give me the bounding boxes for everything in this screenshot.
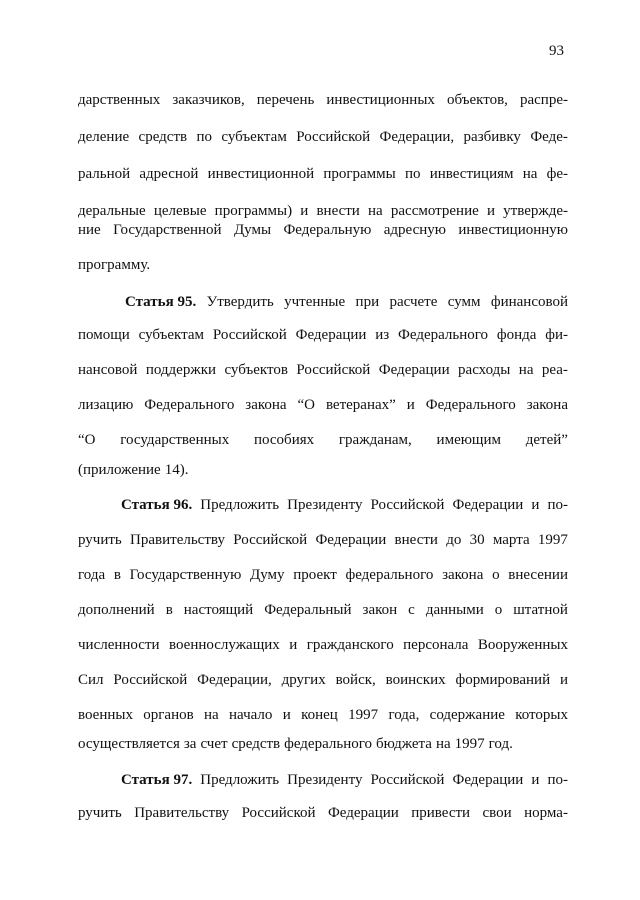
word: финансовой bbox=[490, 294, 568, 310]
word: и bbox=[559, 672, 568, 688]
word: Утвердить bbox=[206, 294, 274, 310]
word: ветеранах” bbox=[325, 397, 396, 413]
word: год. bbox=[488, 736, 513, 752]
word: на bbox=[518, 362, 534, 378]
text-line bbox=[78, 600, 568, 620]
word: программу. bbox=[78, 257, 151, 273]
word: и bbox=[531, 497, 540, 513]
word: Федерального bbox=[425, 397, 516, 413]
word: о bbox=[494, 602, 503, 618]
text-line bbox=[78, 360, 568, 380]
word: закона bbox=[526, 397, 568, 413]
word: лизацию bbox=[78, 397, 134, 413]
word: воинских bbox=[385, 672, 446, 688]
word: и bbox=[289, 637, 298, 653]
word: закон bbox=[362, 602, 398, 618]
word: Российской bbox=[296, 362, 371, 378]
word: утвержде- bbox=[503, 203, 568, 219]
word: Федеральную bbox=[283, 222, 372, 238]
word: адресную bbox=[383, 222, 446, 238]
word: на bbox=[522, 166, 538, 182]
text-line bbox=[121, 495, 568, 515]
word: поддержки bbox=[145, 362, 217, 378]
word: начало bbox=[229, 707, 273, 723]
word: в bbox=[165, 602, 173, 618]
word: Президенту bbox=[287, 497, 363, 513]
text-line bbox=[78, 127, 568, 147]
word: распре- bbox=[519, 92, 568, 108]
word: бюджета bbox=[376, 736, 432, 752]
word: Федерации bbox=[327, 805, 399, 821]
word: фи- bbox=[545, 327, 568, 343]
word: программы bbox=[323, 166, 396, 182]
word: государственных bbox=[120, 432, 230, 448]
word: счет bbox=[200, 736, 228, 752]
word: 30 bbox=[469, 532, 485, 548]
word: Вооруженных bbox=[477, 637, 568, 653]
word: настоящий bbox=[183, 602, 254, 618]
word: дополнений bbox=[78, 602, 155, 618]
word: персонала bbox=[403, 637, 469, 653]
word: деральные bbox=[78, 203, 146, 219]
text-line bbox=[78, 734, 568, 754]
word: Федеральный bbox=[264, 602, 352, 618]
text-line bbox=[78, 325, 568, 345]
word: пособиях bbox=[254, 432, 315, 448]
word: данными bbox=[425, 602, 484, 618]
text-line bbox=[78, 635, 568, 655]
word: средств bbox=[231, 736, 281, 752]
word: ручить bbox=[78, 805, 122, 821]
word: численности bbox=[78, 637, 160, 653]
text-line bbox=[78, 803, 568, 823]
word: Президенту bbox=[287, 772, 363, 788]
word: осуществляется bbox=[78, 736, 180, 752]
word: учтенные bbox=[284, 294, 346, 310]
word: Думу bbox=[250, 567, 285, 583]
word: ральной bbox=[78, 166, 131, 182]
word: целевые bbox=[153, 203, 207, 219]
text-line bbox=[125, 292, 568, 312]
word: Сил bbox=[78, 672, 104, 688]
text-line bbox=[78, 255, 568, 275]
word: привести bbox=[411, 805, 471, 821]
word: на bbox=[368, 203, 383, 219]
word: расчете bbox=[389, 294, 438, 310]
word: из bbox=[375, 327, 390, 343]
word: закона bbox=[442, 567, 484, 583]
word: на bbox=[204, 707, 219, 723]
word: Федерации bbox=[315, 532, 387, 548]
word: имеющим bbox=[436, 432, 501, 448]
word: Федерального bbox=[398, 327, 489, 343]
word: перечень bbox=[256, 92, 315, 108]
word: о bbox=[492, 567, 500, 583]
word: военных bbox=[78, 707, 133, 723]
word: субъектам bbox=[221, 129, 287, 145]
word: и bbox=[531, 772, 540, 788]
word: марта bbox=[492, 532, 530, 548]
word: года, bbox=[388, 707, 420, 723]
text-line bbox=[78, 90, 568, 110]
word: инвестиционную bbox=[458, 222, 568, 238]
word: федерального bbox=[345, 567, 434, 583]
word: Российской bbox=[241, 805, 316, 821]
word: реа- bbox=[541, 362, 568, 378]
word: с bbox=[408, 602, 415, 618]
text-line bbox=[78, 164, 568, 184]
word: органов bbox=[143, 707, 194, 723]
word: субъектов bbox=[224, 362, 288, 378]
word: субъектам bbox=[138, 327, 205, 343]
word: инвестициям bbox=[429, 166, 514, 182]
word: военнослужащих bbox=[169, 637, 280, 653]
word: (приложение bbox=[78, 462, 161, 478]
text-line bbox=[78, 395, 568, 415]
word: норма- bbox=[524, 805, 568, 821]
word: “О bbox=[78, 432, 96, 448]
word: по bbox=[196, 129, 213, 145]
word: фе- bbox=[546, 166, 568, 182]
word: разбивку bbox=[463, 129, 521, 145]
word: Правительству bbox=[134, 805, 230, 821]
word: при bbox=[355, 294, 380, 310]
word: Российской bbox=[233, 532, 308, 548]
word: по- bbox=[547, 772, 568, 788]
word: внести bbox=[316, 203, 360, 219]
word: фонда bbox=[496, 327, 537, 343]
article-heading: Статья 97. bbox=[121, 772, 193, 788]
word: содержание bbox=[429, 707, 505, 723]
page-number: 93 bbox=[549, 43, 564, 59]
word: в bbox=[113, 567, 121, 583]
word: других bbox=[281, 672, 326, 688]
word: Российской bbox=[113, 672, 188, 688]
word: до bbox=[446, 532, 462, 548]
word: 14). bbox=[164, 462, 189, 478]
word: федерального bbox=[284, 736, 373, 752]
word: средств bbox=[138, 129, 188, 145]
text-line bbox=[78, 220, 568, 240]
word: за bbox=[183, 736, 197, 752]
word: и bbox=[282, 707, 291, 723]
text-line bbox=[78, 530, 568, 550]
word: программы) bbox=[214, 203, 293, 219]
article-heading: Статья 95. bbox=[125, 294, 197, 310]
word: Российской bbox=[296, 129, 371, 145]
word: ручить bbox=[78, 532, 122, 548]
word: Государственной bbox=[113, 222, 222, 238]
word: конец bbox=[301, 707, 338, 723]
word: Правительству bbox=[130, 532, 225, 548]
text-line bbox=[78, 565, 568, 585]
word: “О bbox=[297, 397, 315, 413]
word: Федерации bbox=[295, 327, 367, 343]
word: инвестиционных bbox=[326, 92, 435, 108]
word: на bbox=[435, 736, 451, 752]
word: Федерации, bbox=[197, 672, 272, 688]
word: объектов, bbox=[446, 92, 508, 108]
word: рассмотрение bbox=[390, 203, 479, 219]
word: гражданам, bbox=[338, 432, 412, 448]
word: 1997 bbox=[454, 736, 485, 752]
text-line bbox=[78, 705, 568, 725]
word: Думы bbox=[233, 222, 272, 238]
word: сумм bbox=[447, 294, 481, 310]
word: инвестиционной bbox=[207, 166, 315, 182]
word: и bbox=[406, 397, 415, 413]
word: детей” bbox=[525, 432, 568, 448]
word: по bbox=[404, 166, 421, 182]
word: Федерации bbox=[378, 362, 450, 378]
word: расходы bbox=[458, 362, 511, 378]
word: дарственных bbox=[78, 92, 161, 108]
word: Феде- bbox=[530, 129, 568, 145]
word: нансовой bbox=[78, 362, 138, 378]
word: Федерации, bbox=[379, 129, 455, 145]
word: помощи bbox=[78, 327, 130, 343]
text-line bbox=[121, 770, 568, 790]
word: Предложить bbox=[200, 497, 280, 513]
word: войск, bbox=[335, 672, 376, 688]
word: по- bbox=[547, 497, 568, 513]
word: Федерального bbox=[144, 397, 235, 413]
word: Государственную bbox=[129, 567, 242, 583]
word: штатной bbox=[513, 602, 568, 618]
article-heading: Статья 96. bbox=[121, 497, 193, 513]
word: Российской bbox=[370, 772, 445, 788]
word: Российской bbox=[370, 497, 445, 513]
word: проект bbox=[293, 567, 337, 583]
word: свои bbox=[482, 805, 512, 821]
word: закона bbox=[245, 397, 287, 413]
word: гражданского bbox=[306, 637, 394, 653]
word: внесении bbox=[508, 567, 568, 583]
word: Предложить bbox=[200, 772, 280, 788]
word: 1997 bbox=[348, 707, 379, 723]
word: Федерации bbox=[452, 772, 524, 788]
word: деление bbox=[78, 129, 130, 145]
word: адресной bbox=[139, 166, 199, 182]
word: года bbox=[78, 567, 106, 583]
word: которых bbox=[515, 707, 568, 723]
word: формирований bbox=[455, 672, 551, 688]
text-line bbox=[78, 430, 568, 450]
text-line bbox=[78, 460, 568, 480]
word: Федерации bbox=[452, 497, 524, 513]
word: заказчиков, bbox=[172, 92, 245, 108]
word: ние bbox=[78, 222, 101, 238]
text-line bbox=[78, 201, 568, 221]
word: 1997 bbox=[537, 532, 568, 548]
word: внести bbox=[394, 532, 438, 548]
text-line bbox=[78, 670, 568, 690]
word: и bbox=[486, 203, 495, 219]
word: Российской bbox=[212, 327, 287, 343]
word: и bbox=[300, 203, 309, 219]
